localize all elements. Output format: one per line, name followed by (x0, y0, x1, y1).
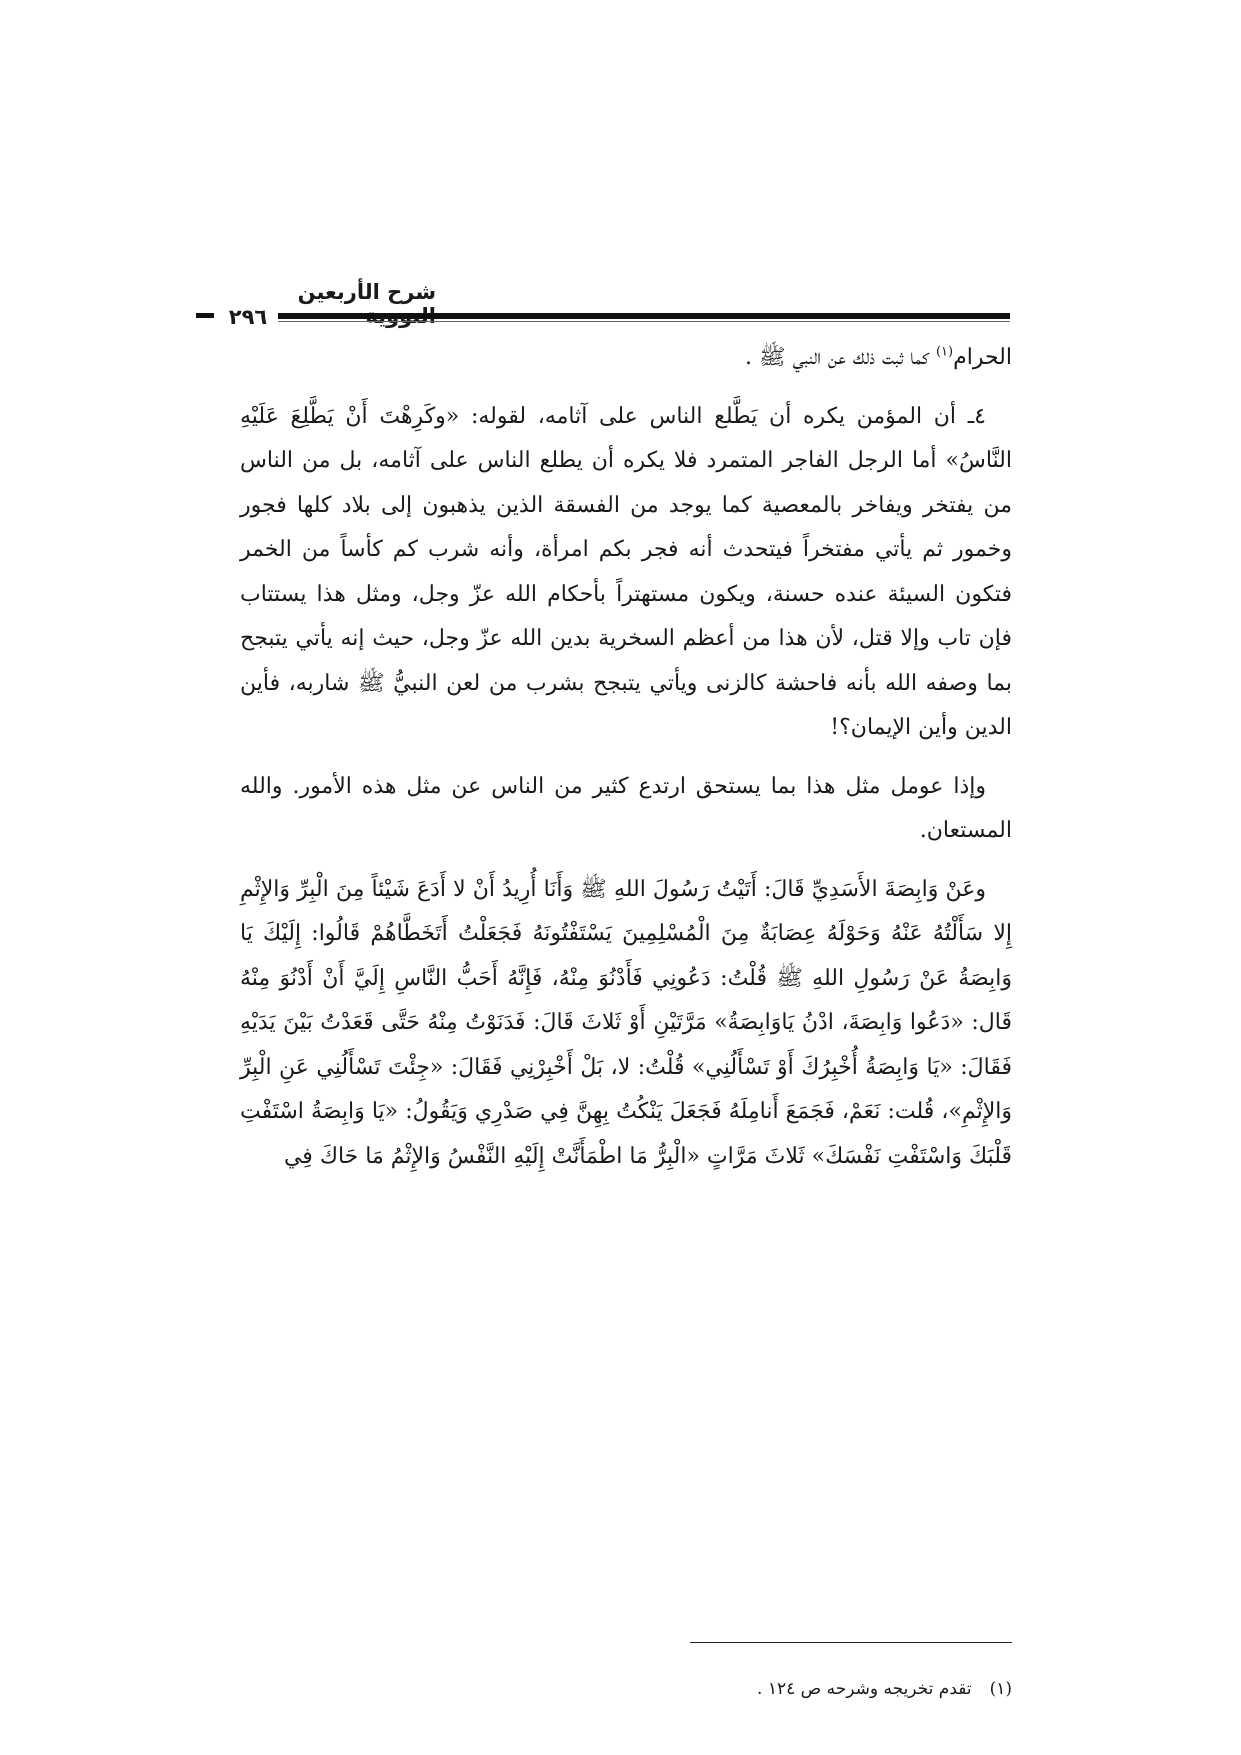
footnote-text: تقدم تخريجه وشرحه ص ١٢٤ . (757, 1679, 972, 1699)
header-rule-thin (248, 321, 1010, 322)
main-text (240, 336, 1012, 1179)
footnote-number: (١) (989, 1679, 1012, 1699)
header-rule (248, 313, 1010, 319)
footnote-marker: (١) (935, 344, 954, 360)
hadith-text: وعَنْ وَابِصَةَ الأَسَدِيِّ قَالَ: أَتَيْتُ رَسُولَ اللهِ ﷺ وَأَنَا أُرِيدُ أَنْ لا أَدَعَ شَيْئاً مِنَ الْبِرِّ وَالإِثْمِ إِلا سَأَلْتُهُ عَنْهُ وَحَوْلَهُ عِصَابَةٌ مِنَ الْمُسْلِمِينَ يَسْتَفْتُونَهُ فَجَعَلْتُ أَتَخَطَّاهُمْ قَالُوا: إِلَيْكَ يَا وَابِصَةُ عَنْ رَسُولِ اللهِ ﷺ قُلْتُ: دَعُونِي فَأَدْنُوَ مِنْهُ، فَإِنَّهُ أَحَبُّ النَّاسِ إِلَيَّ أَنْ أَدْنُوَ مِنْهُ قَال: «دَعُوا وَابِصَةَ، ادْنُ يَاوَابِصَةُ» مَرَّتَيْنِ أَوْ ثَلاثَ قَالَ: فَدَنَوْتُ مِنْهُ حَتَّى قَعَدْتُ بَيْنَ يَدَيْهِ فَقَالَ: «يَا وَابِصَةُ أُخْبِرُكَ أَوْ تَسْأَلُنِي» قُلْتُ: لا، بَلْ أَخْبِرْنِي فَقَالَ: «جِئْتَ تَسْأَلُنِي عَنِ الْبِرِّ وَالإِثْمِ»، قُلت: نَعَمْ، فَجَمَعَ أَنامِلَهُ فَجَعَلَ يَنْكُتُ بِهِنَّ فِي صَدْرِي وَيَقُولُ: «يَا وَابِصَةُ اسْتَفْتِ قَلْبَكَ وَاسْتَفْتِ نَفْسَكَ» ثَلاثَ مَرَّاتٍ «الْبِرُّ مَا اطْمَأَنَّتْ إِلَيْهِ النَّفْسُ وَالإِثْمُ مَا حَاكَ فِي (240, 876, 1012, 1169)
continuation-line (240, 336, 1012, 381)
running-title: شرح الأربعين (297, 280, 436, 304)
footnote (532, 1676, 1012, 1702)
footnote-rule (690, 1642, 1012, 1643)
paragraph-point-4: ٤ـ أن المؤمن يكره أن يَطَّلع الناس على آثامه، لقوله: «وكَرِهْتَ أَنْ يَطَّلِعَ عَلَيْهِ النَّاسُ» أما الرجل الفاجر المتمرد فلا يكره أن يطلع الناس على آثامه، بل من الناس من يفتخر ويفاخر بالمعصية كما يوجد من الفسقة الذين يذهبون إلى بلاد كلها فجور وخمور ثم يأتي مفتخراً فيتحدث أنه فجر بكم امرأة، وأنه شرب كم كأساً من الخمر فتكون السيئة عنده حسنة، ويكون مستهتراً بأحكام الله عزّ وجل، ومثل هذا يستتاب فإن تاب وإلا قتل، لأن هذا من أعظم السخرية بدين الله عزّ وجل، حيث إنه يأتي يتبجح بما وصفه الله بأنه فاحشة كالزنى ويأتي يتبجح بشرب من لعن النبيُّ ﷺ شاربه، فأين الدين وأين الإيمان؟! (240, 403, 1012, 740)
continuation-rest: كما ثبت ذلك عن النبي ﷺ . (745, 345, 936, 370)
paragraph-closing: وإذا عومل مثل هذا بما يستحق ارتدع كثير من الناس عن مثل هذه الأمور. والله المستعان. (240, 773, 1012, 843)
continuation-text: الحرام (953, 345, 1012, 370)
page-number: ٢٩٦ (218, 302, 278, 332)
